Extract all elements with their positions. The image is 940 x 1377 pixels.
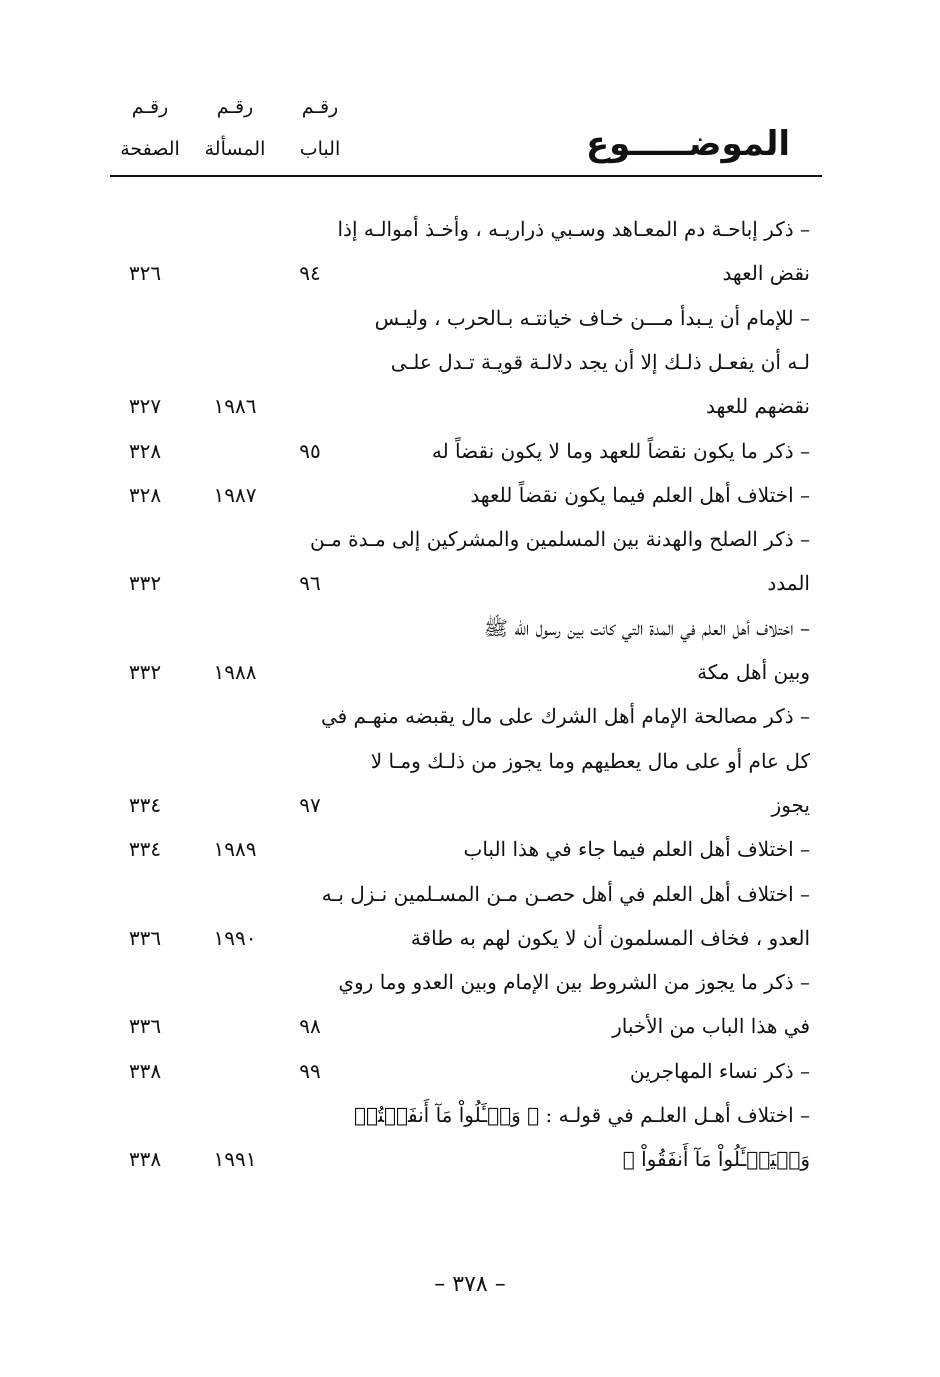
topic-text: – ذكر ما يكون نقضاً للعهد وما لا يكون نقضاً له	[431, 438, 810, 463]
table-row	[0, 429, 940, 473]
topic-text: نقض العهد	[722, 261, 810, 286]
table-row	[0, 916, 940, 960]
page-ref-number: ٣٣٨	[128, 1058, 162, 1083]
col-masala-header-bottom: المسألة	[204, 138, 266, 160]
table-row	[0, 1004, 940, 1048]
topic-text: – اختلاف أهل العلم فيما يكون نقضاً للعهد	[470, 482, 810, 507]
col-safha-header-bottom: الصفحة	[120, 138, 180, 160]
bab-number: ٩٧	[299, 792, 321, 817]
topic-text: يجوز	[771, 792, 810, 817]
masala-number: ١٩٨٩	[213, 837, 257, 862]
table-row	[0, 606, 940, 650]
topic-text: – اختلاف أهل العلم في أهل حصـن مـن المسـلمين نـزل بـه	[321, 881, 810, 906]
table-row	[0, 650, 940, 694]
topic-text: – اختلاف أهل العلم فيما جاء في هذا الباب	[463, 837, 810, 862]
table-row	[0, 783, 940, 827]
table-row	[0, 384, 940, 428]
col-masala-header-top: رقـم	[216, 96, 254, 118]
masala-number: ١٩٨٦	[213, 394, 257, 419]
page-ref-number: ٣٣٢	[128, 571, 162, 596]
page-number: – ٣٧٨ –	[434, 1272, 506, 1297]
topic-text: كل عام أو على مال يعطيهم وما يجوز من ذلـك ومـا لا	[370, 748, 810, 773]
topic-text: المدد	[767, 571, 810, 596]
table-row	[0, 1049, 940, 1093]
table-row	[0, 517, 940, 561]
col-safha-header-top: رقـم	[131, 96, 169, 118]
table-row	[0, 1093, 940, 1137]
table-row	[0, 296, 940, 340]
page-ref-number: ٣٢٦	[128, 261, 162, 286]
topic-text: وبين أهل مكة	[697, 660, 810, 684]
table-row	[0, 1137, 940, 1181]
page-ref-number: ٣٣٤	[128, 792, 162, 817]
table-row	[0, 739, 940, 783]
page-ref-number: ٣٣٨	[128, 1147, 162, 1172]
table-row	[0, 694, 940, 738]
page-ref-number: ٣٢٨	[128, 482, 162, 507]
page-ref-number: ٣٢٧	[128, 394, 162, 419]
topic-text: لـه أن يفعـل ذلـك إلا أن يجد دلالـة قويـة تـدل علـى	[390, 349, 810, 374]
table-row	[0, 473, 940, 517]
page-ref-number: ٣٢٨	[128, 438, 162, 463]
table-row	[0, 561, 940, 605]
header-divider	[110, 175, 822, 177]
topic-text: – ذكر الصلح والهدنة بين المسلمين والمشركين إلى مـدة مـن	[309, 527, 810, 552]
masala-number: ١٩٩١	[213, 1147, 257, 1172]
topic-text: وَلۡيَسۡـَٔلُواْ مَآ أَنفَقُواْ ﴾	[622, 1147, 810, 1172]
masala-number: ١٩٨٧	[213, 482, 257, 507]
topic-text: – ذكر مصالحة الإمام أهل الشرك على مال يقبضه منهـم في	[320, 704, 810, 729]
topic-text: نقضهم للعهد	[706, 394, 810, 419]
bab-number: ٩٤	[299, 261, 321, 286]
table-row	[0, 340, 940, 384]
table-row	[0, 207, 940, 251]
table-row	[0, 960, 940, 1004]
col-bab-header-bottom: الباب	[299, 138, 341, 160]
bab-number: ٩٥	[299, 438, 321, 463]
table-row	[0, 827, 940, 871]
masala-number: ١٩٨٨	[213, 660, 257, 684]
topic-text: – اختلاف أهل العلم في المدة التي كانت بين رسول الله ﷺ	[483, 615, 810, 640]
page-ref-number: ٣٣٢	[128, 660, 162, 684]
masala-number: ١٩٩٠	[213, 925, 257, 950]
table-row	[0, 251, 940, 295]
page-ref-number: ٣٣٤	[128, 837, 162, 862]
bab-number: ٩٦	[299, 571, 321, 596]
page-ref-number: ٣٣٦	[128, 1014, 162, 1039]
page-ref-number: ٣٣٦	[128, 925, 162, 950]
topic-text: العدو ، فخاف المسلمون أن لا يكون لهم به طاقة	[410, 925, 810, 950]
bab-number: ٩٨	[299, 1014, 321, 1039]
topic-text: – اختلاف أهـل العلـم في قولـه : ﴿ وَسۡـَٔلُواْ مَآ أَنفَقۡتُمۡ	[353, 1103, 810, 1127]
topic-text: – للإمام أن يـبدأ مـــن خـاف خيانتـه بـالحرب ، وليـس	[374, 305, 810, 330]
topic-text: – ذكر ما يجوز من الشروط بين الإمام وبين العدو وما روي	[338, 970, 810, 995]
col-bab-header-top: رقـم	[301, 96, 339, 118]
topic-text: في هذا الباب من الأخبار	[612, 1014, 810, 1039]
bab-number: ٩٩	[299, 1058, 321, 1083]
table-row	[0, 872, 940, 916]
page-title: الموضـــــوع	[585, 124, 790, 164]
topic-text: – ذكر نساء المهاجرين	[629, 1058, 810, 1083]
topic-text: – ذكر إباحـة دم المعـاهد وسـبي ذراريـه ، وأخـذ أموالـه إذا	[337, 217, 810, 241]
